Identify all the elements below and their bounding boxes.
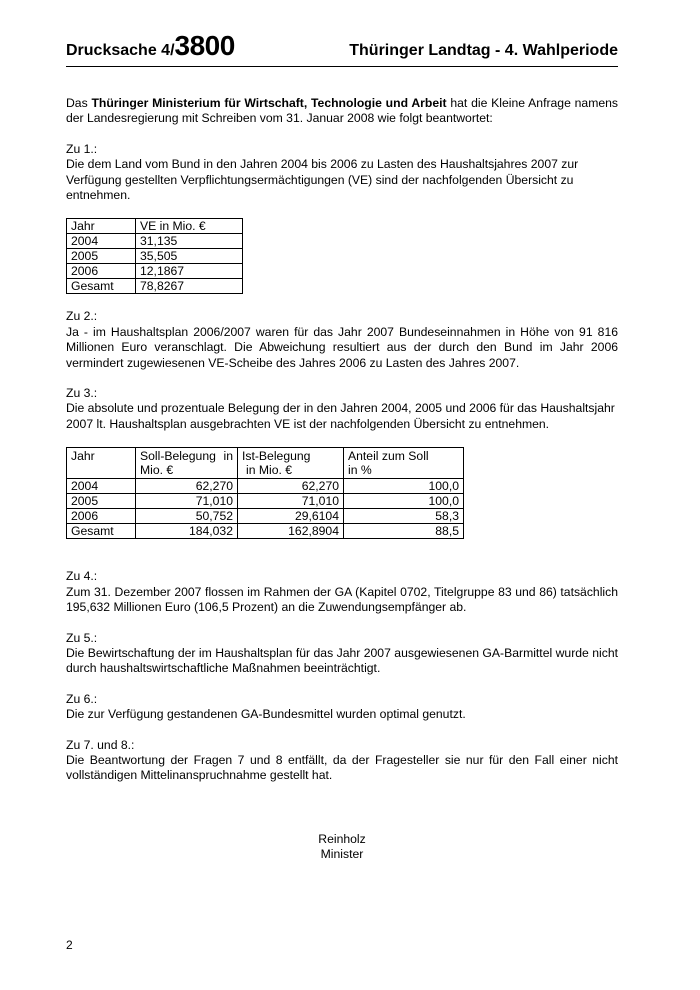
table-cell: 88,5 — [344, 524, 464, 539]
table-row — [67, 264, 243, 279]
table-cell: 2006 — [67, 264, 136, 279]
signature-block — [66, 832, 618, 863]
table-header-row — [67, 448, 464, 479]
table-cell: 2004 — [67, 234, 136, 249]
intro-post: hat die Kleine Anfrage namens der Landesregierung mit Schreiben vom 31. Januar 2008 wie folgt beantwortet: — [66, 96, 618, 126]
table-cell: 62,270 — [136, 479, 238, 494]
table-header-cell — [344, 448, 464, 479]
table-cell: 2004 — [67, 479, 136, 494]
table-cell: Gesamt — [67, 524, 136, 539]
zu6-text: Die zur Verfügung gestandenen GA-Bundesmittel wurden optimal genutzt. — [66, 707, 466, 722]
doc-number: 3800 — [174, 30, 235, 61]
table-cell: 184,032 — [136, 524, 238, 539]
zu4-heading: Zu 4.: — [66, 569, 98, 584]
table-header-cell: Jahr — [67, 219, 136, 234]
header-ist-a: Ist-Belegung — [242, 449, 311, 464]
header-anteil-a: Anteil zum Soll — [348, 449, 429, 464]
table-row — [67, 494, 464, 509]
table-header-cell: VE in Mio. € — [136, 219, 243, 234]
table-cell: 50,752 — [136, 509, 238, 524]
header-anteil-b: in % — [348, 463, 372, 478]
page-number: 2 — [66, 938, 73, 952]
table-cell: 2005 — [67, 494, 136, 509]
zu2-text: Ja - im Haushaltsplan 2006/2007 waren für das Jahr 2007 Bundeseinnahmen in Höhe von 91 816 Millionen Euro veranschlagt. Die Abweichung resultiert aus der durch den Bund im Jahr 2006 vermindert zugewiesenen VE-Scheibe des Jahres 2006 zu Lasten des Jahres 2007. — [66, 324, 618, 370]
zu78-heading: Zu 7. und 8.: — [66, 737, 135, 752]
table-cell: Gesamt — [67, 279, 136, 294]
table-cell: 162,8904 — [238, 524, 344, 539]
ministry-name: Thüringer Ministerium für Wirtschaft, Technologie und Arbeit — [91, 96, 447, 110]
header-soll-c: Mio. € — [140, 463, 174, 478]
header-rule — [66, 66, 618, 67]
header-soll-a: Soll-Belegung — [140, 449, 216, 464]
zu78-text: Die Beantwortung der Fragen 7 und 8 entfällt, da der Fragesteller sie nur für den Fall einer nicht vollständigen Mittelinanspruchnahme gestellt hat. — [66, 752, 618, 783]
parliament-title: Thüringer Landtag - 4. Wahlperiode — [349, 42, 618, 59]
signature-name: Reinholz — [318, 831, 366, 846]
document-body — [66, 96, 618, 863]
table-row — [67, 249, 243, 264]
table-row — [67, 234, 243, 249]
table-cell: 29,6104 — [238, 509, 344, 524]
ve-table — [66, 218, 243, 294]
table-row — [67, 479, 464, 494]
zu5-text: Die Bewirtschaftung der im Haushaltsplan für das Jahr 2007 ausgewiesenen GA-Barmittel wurde nicht durch haushaltswirtschaftliche Maßnahmen beeinträchtigt. — [66, 645, 618, 676]
zu1-heading: Zu 1.: — [66, 141, 98, 156]
table-cell: 2005 — [67, 249, 136, 264]
zu3-text: Die absolute und prozentuale Belegung der in den Jahren 2004, 2005 und 2006 für das Haushaltsjahr 2007 lt. Haushaltsplan ausgebrachten VE ist der nachfolgenden Übersicht zu entnehmen. — [66, 401, 615, 431]
table-cell: 31,135 — [136, 234, 243, 249]
zu6-heading: Zu 6.: — [66, 691, 98, 706]
zu4-text: Zum 31. Dezember 2007 flossen im Rahmen der GA (Kapitel 0702, Titelgruppe 83 und 86) tatsächlich 195,632 Millionen Euro (106,5 Prozent) an die Zuwendungsempfänger ab. — [66, 584, 618, 615]
belegung-table — [66, 447, 464, 539]
intro-pre: Das — [66, 96, 92, 110]
zu2-heading: Zu 2.: — [66, 309, 98, 324]
table-header-cell — [238, 448, 344, 479]
table-header-cell: Jahr — [67, 448, 136, 479]
zu5-heading: Zu 5.: — [66, 630, 98, 645]
table-cell: 35,505 — [136, 249, 243, 264]
table-cell: 58,3 — [344, 509, 464, 524]
table-cell: 71,010 — [136, 494, 238, 509]
table-cell: 71,010 — [238, 494, 344, 509]
table-header-row — [67, 219, 243, 234]
doc-prefix: Drucksache 4/ — [66, 42, 175, 59]
intro-paragraph — [66, 96, 618, 127]
table-cell: 12,1867 — [136, 264, 243, 279]
header-ist-b: in Mio. € — [246, 463, 293, 478]
table-cell: 100,0 — [344, 479, 464, 494]
document-number — [66, 30, 235, 62]
table-cell: 78,8267 — [136, 279, 243, 294]
table-header-cell — [136, 448, 238, 479]
page-header — [66, 32, 618, 66]
table-row — [67, 524, 464, 539]
table-cell: 100,0 — [344, 494, 464, 509]
header-soll-b: in — [223, 449, 233, 464]
zu1-text: Die dem Land vom Bund in den Jahren 2004 bis 2006 zu Lasten des Haushaltsjahres 2007 zur Verfügung gestellten Verpflichtungsermächtigungen (VE) sind der nachfolgenden Übersicht zu entnehmen. — [66, 157, 579, 203]
signature-role: Minister — [320, 847, 364, 862]
table-cell: 2006 — [67, 509, 136, 524]
zu3-heading: Zu 3.: — [66, 386, 98, 401]
table-cell: 62,270 — [238, 479, 344, 494]
table-row — [67, 509, 464, 524]
table-row — [67, 279, 243, 294]
